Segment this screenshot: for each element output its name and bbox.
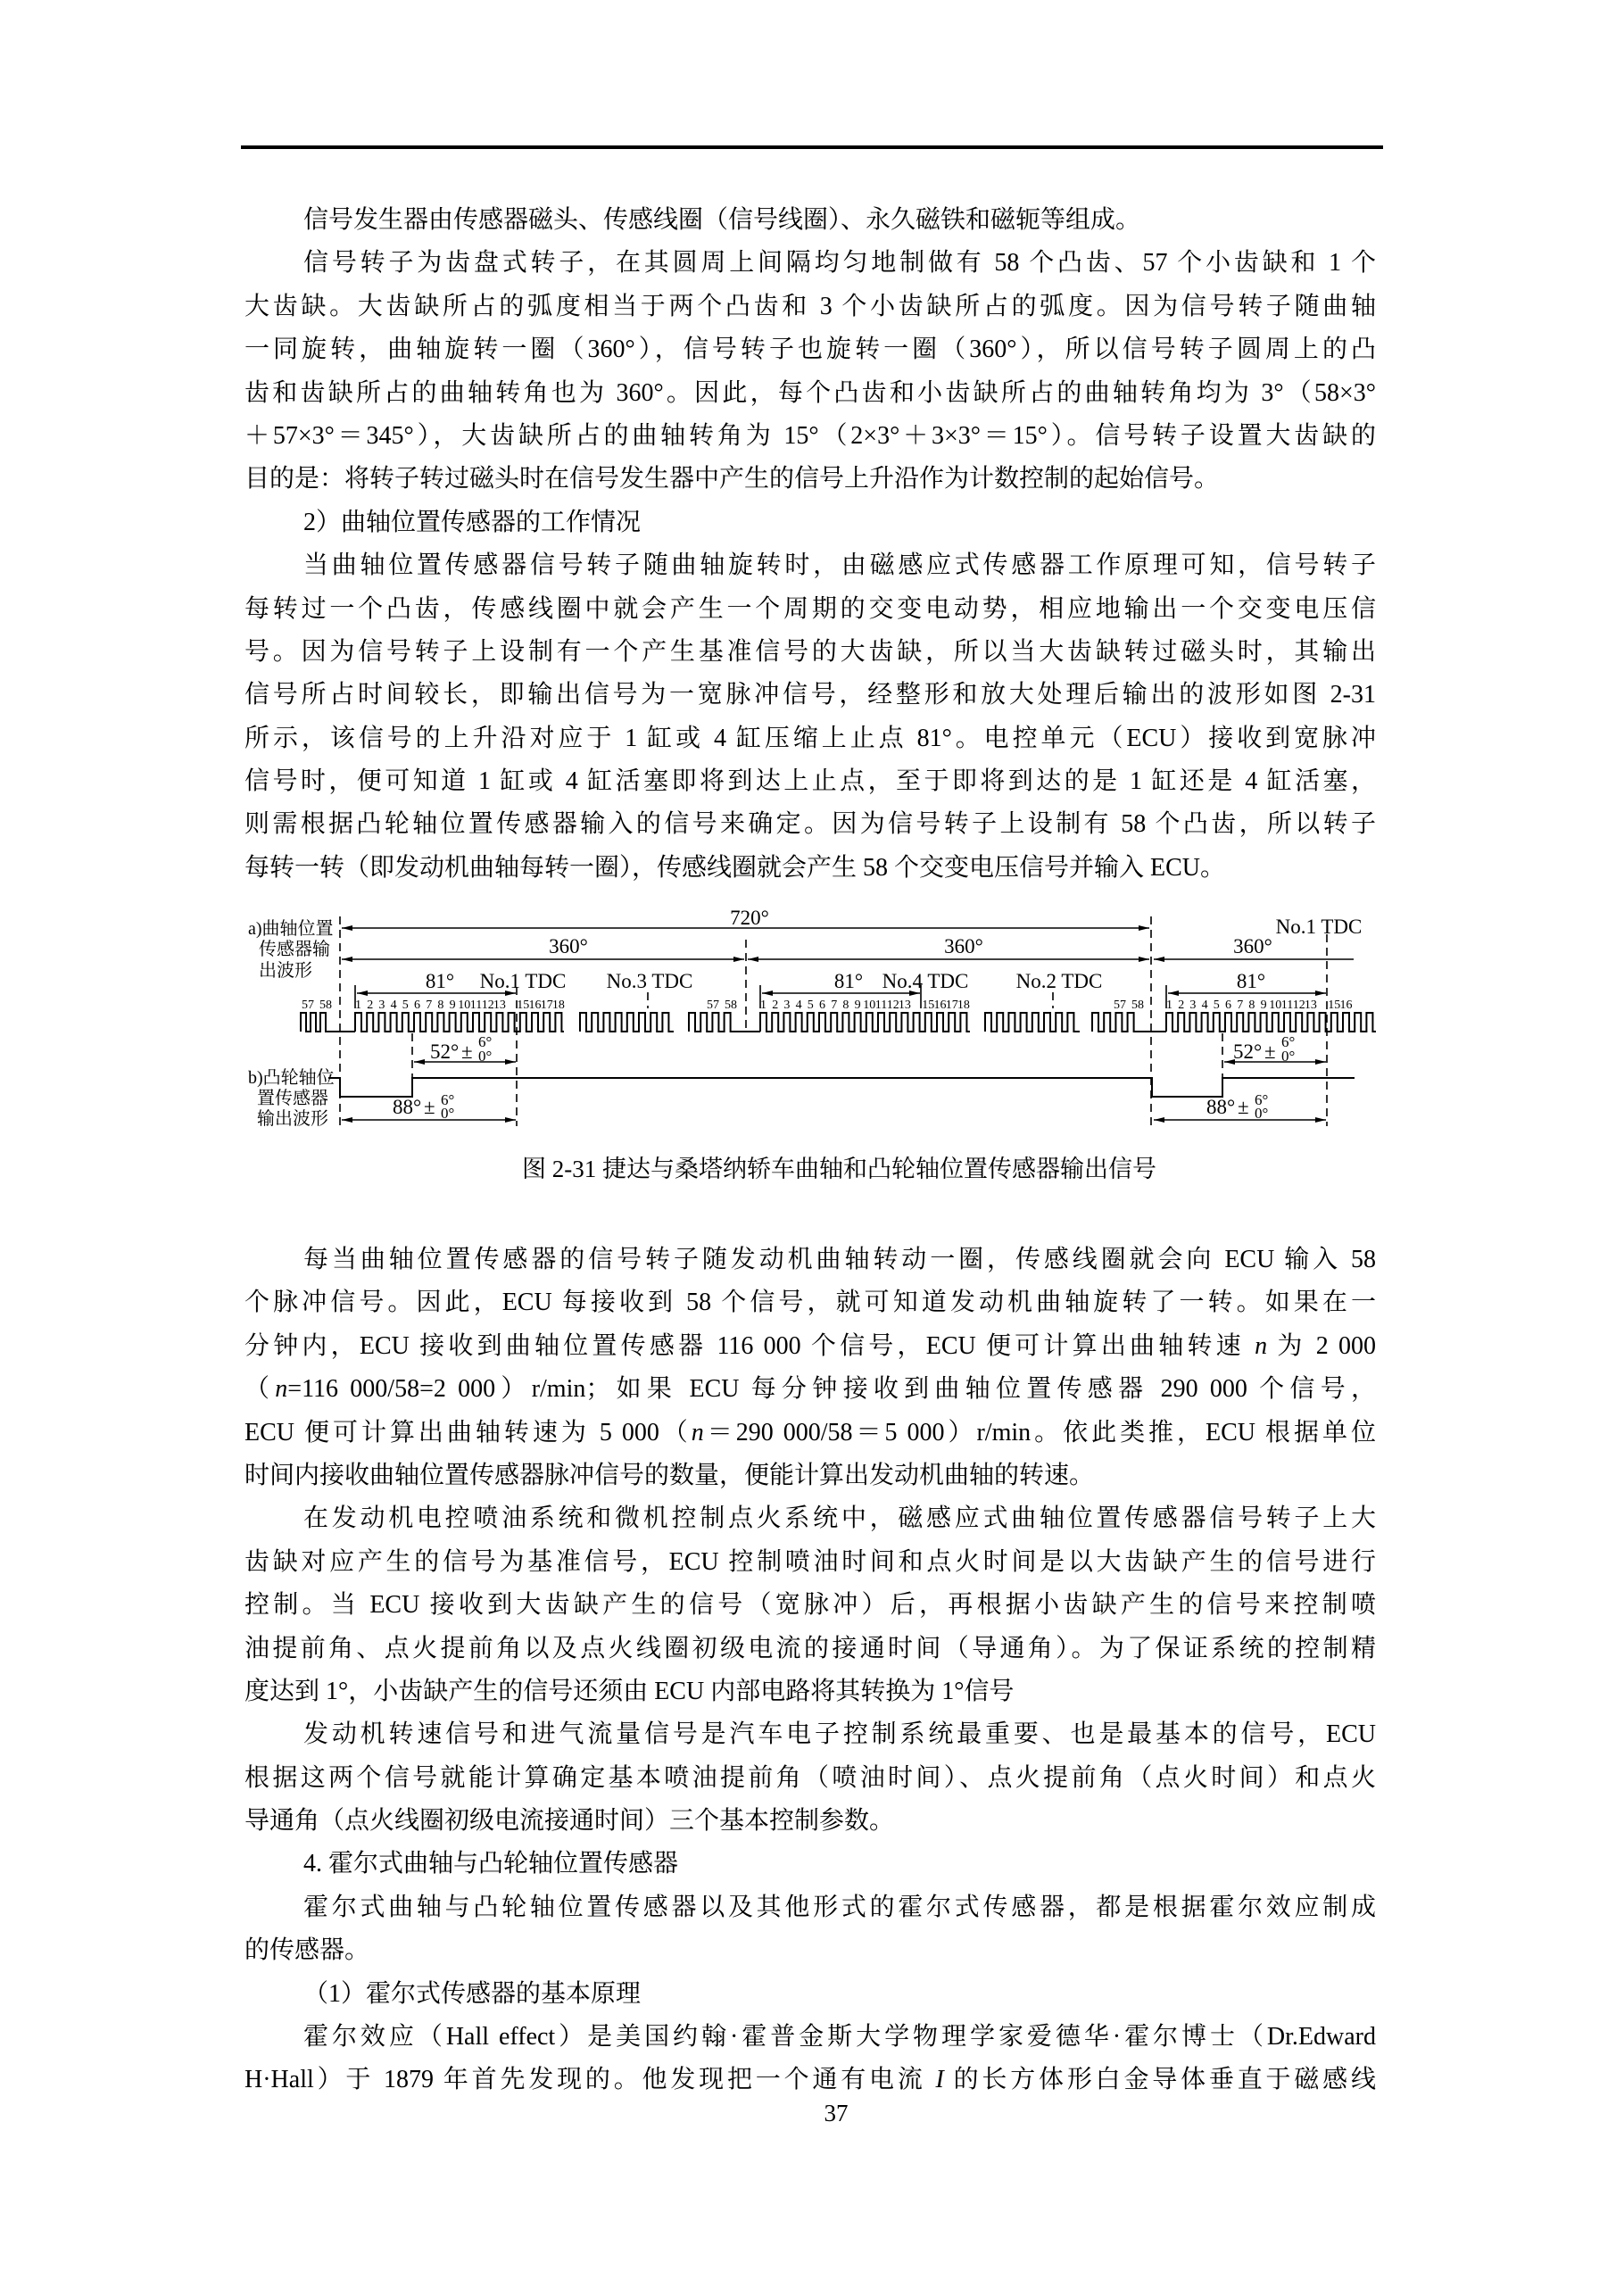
tooth-number: 7 <box>426 999 433 1012</box>
text-run: 分钟内，ECU 接收到曲轴位置传感器 116 000 个信号，ECU 便可计算出曲轴转速 <box>244 1331 1255 1360</box>
tooth-number: 15 <box>517 999 530 1012</box>
text-line: 在发动机电控喷油系统和微机控制点火系统中，磁感应式曲轴位置传感器信号转子上大 <box>303 1504 1376 1533</box>
tooth-number: 6 <box>819 999 825 1012</box>
cam-waveform <box>328 1078 1355 1097</box>
text-run: （ <box>244 1375 276 1404</box>
span-360-label: 360° <box>944 935 983 957</box>
text-run: ECU 便可计算出曲轴转速为 5 000（ <box>244 1418 692 1446</box>
tooth-number: 13 <box>1304 999 1317 1012</box>
tooth-number: 16 <box>933 999 947 1012</box>
tooth-number: 57 <box>707 999 719 1012</box>
tdc-label-no2: No.2 TDC <box>1015 970 1103 992</box>
tooth-number: 13 <box>898 999 911 1012</box>
text-line: 时间内接收曲轴位置传感器脉冲信号的数量，便能计算出发动机曲轴的转速。 <box>244 1461 1095 1489</box>
text-line: 每转过一个凸齿，传感线圈中就会产生一个周期的交变电动势，相应地输出一个交变电压信 <box>244 594 1376 623</box>
text-line: ＋57×3°＝345°），大齿缺所占的曲轴转角为 15°（2×3°＋3×3°＝15°）。信号转子设置大齿缺的 <box>244 421 1376 450</box>
paragraph <box>244 544 1376 890</box>
tooth-number: 5 <box>1213 999 1220 1012</box>
text-line: 信号时，便可知道 1 缸或 4 缸活塞即将到达上止点，至于即将到达的是 1 缸还是 4 缸活塞， <box>244 767 1376 796</box>
text-line <box>244 1368 1376 1411</box>
text-line <box>244 1412 1376 1455</box>
text-line: 信号转子为齿盘式转子，在其圆周上间隔均匀地制做有 58 个凸齿、57 个小齿缺和 1 个 <box>303 249 1376 278</box>
cam-window-tol-plus: 6° <box>478 1033 493 1050</box>
tooth-number: 4 <box>795 999 802 1012</box>
text-run: ＝290 000/58＝5 000）r/min。依此类推，ECU 根据单位 <box>703 1418 1376 1446</box>
tooth-number: 8 <box>437 999 444 1012</box>
cam-window-tol-plus: 6° <box>1281 1033 1296 1050</box>
tdc-label-no4: No.4 TDC <box>882 970 969 992</box>
text-line: 油提前角、点火提前角以及点火线圈初级电流的接通时间（导通角）。为了保证系统的控制精 <box>244 1634 1376 1662</box>
crank-waveform-segment <box>1092 1013 1166 1032</box>
crank-waveform-segment <box>1166 1013 1376 1032</box>
arrowhead-icon <box>1315 991 1326 996</box>
text-line: 则需根据凸轮轴位置传感器输入的信号来确定。因为信号转子上设制有 58 个凸齿，所以转子 <box>244 810 1376 839</box>
arrowhead-icon <box>357 991 368 996</box>
text-line: 齿和齿缺所占的曲轴转角也为 360°。因此，每个凸齿和小齿缺所占的曲轴转角均为 3°（58×3° <box>244 378 1376 407</box>
text-line <box>244 1325 1376 1368</box>
paragraph <box>244 199 1376 242</box>
arrowhead-icon <box>1315 1059 1326 1065</box>
tooth-number: 6 <box>414 999 420 1012</box>
arrowhead-icon <box>1154 1117 1164 1123</box>
crank-waveform-segment <box>985 1013 1080 1032</box>
cam-low-value: 88° <box>393 1096 422 1118</box>
angle-81-label: 81° <box>425 970 455 992</box>
crank-waveform-segment <box>580 1013 674 1032</box>
crank-label-line: 传感器输 <box>259 940 330 959</box>
arrowhead-icon <box>1139 957 1149 962</box>
text-line: 齿缺对应产生的信号为基准信号，ECU 控制喷油时间和点火时间是以大齿缺产生的信号进行 <box>244 1547 1376 1576</box>
tooth-number: 12 <box>886 999 899 1012</box>
figure-2-31 <box>241 906 1392 1138</box>
section-heading <box>244 501 1376 544</box>
paragraph <box>244 1713 1376 1843</box>
cam-label-line: b)凸轮轴位 <box>248 1068 335 1088</box>
paragraph <box>244 242 1376 501</box>
tooth-number: 7 <box>1237 999 1244 1012</box>
header-rule <box>241 145 1383 149</box>
text-line: 控制。当 ECU 接收到大齿缺产生的信号（宽脉冲）后，再根据小齿缺产生的信号来控制喷 <box>244 1591 1376 1620</box>
text-line: 2）曲轴位置传感器的工作情况 <box>303 508 642 536</box>
crank-waveform-segment <box>689 1013 760 1032</box>
text-run: =116 000/58=2 000）r/min；如果 ECU 每分钟接收到曲轴位置传感器 290 000 个信号， <box>287 1375 1376 1404</box>
cam-low-tol-minus: 0° <box>441 1105 455 1122</box>
text-line: 所示，该信号的上升沿对应于 1 缸或 4 缸压缩上止点 81°。电控单元（ECU）接收到宽脉冲 <box>244 724 1376 752</box>
arrowhead-icon <box>1139 925 1149 931</box>
text-line: 信号所占时间较长，即输出信号为一宽脉冲信号，经整形和放大处理后输出的波形如图 2-31 <box>244 681 1376 709</box>
arrowhead-icon <box>342 957 352 962</box>
tdc-label-no1-next: No.1 TDC <box>1275 916 1363 938</box>
math-variable: n <box>691 1418 704 1446</box>
cam-label-line: 输出波形 <box>257 1109 328 1129</box>
paragraph <box>244 1497 1376 1713</box>
cam-window-value: 52° <box>1233 1040 1263 1063</box>
tooth-number: 4 <box>1201 999 1208 1012</box>
math-variable: n <box>1255 1331 1268 1360</box>
section-heading <box>244 1973 1376 2016</box>
tooth-number: 10 <box>458 999 471 1012</box>
tooth-number: 2 <box>367 999 374 1012</box>
tooth-number: 16 <box>528 999 542 1012</box>
tooth-number: 13 <box>493 999 506 1012</box>
text-line: 的传感器。 <box>244 1936 370 1965</box>
tooth-number: 8 <box>1248 999 1255 1012</box>
text-line: 发动机转速信号和进气流量信号是汽车电子控制系统最重要、也是最基本的信号，ECU <box>303 1720 1376 1749</box>
page-number: 37 <box>824 2100 849 2126</box>
span-360-label: 360° <box>549 935 588 957</box>
body-text-top <box>244 199 1376 890</box>
arrowhead-icon <box>733 957 744 962</box>
tooth-number: 2 <box>1178 999 1185 1012</box>
cam-window-value: 52° <box>430 1040 460 1063</box>
math-variable: I <box>935 2066 944 2094</box>
crank-waveform-segment <box>355 1013 564 1032</box>
tooth-number: 17 <box>945 999 958 1012</box>
tooth-number: 16 <box>1339 999 1353 1012</box>
tooth-number: 3 <box>783 999 791 1012</box>
arrowhead-icon <box>1315 1117 1326 1123</box>
figure-caption: 图 2-31 捷达与桑塔纳轿车曲轴和凸轮轴位置传感器输出信号 <box>522 1156 1156 1182</box>
crank-label-line: a)曲轴位置 <box>248 919 334 939</box>
body-text-bottom <box>244 1239 1376 2102</box>
cam-low-tol-plus: 6° <box>441 1091 455 1108</box>
arrowhead-icon <box>505 1059 516 1065</box>
tooth-number: 10 <box>863 999 876 1012</box>
tooth-number: 11 <box>1280 999 1294 1012</box>
arrowhead-icon <box>342 925 352 931</box>
section-heading <box>244 1843 1376 1886</box>
span-720-label: 720° <box>730 907 769 929</box>
text-line: 4. 霍尔式曲轴与凸轮轴位置传感器 <box>303 1850 679 1878</box>
tooth-number: 9 <box>854 999 861 1012</box>
text-line: 根据这两个信号就能计算确定基本喷油提前角（喷油时间）、点火提前角（点火时间）和点火 <box>244 1763 1376 1792</box>
arrowhead-icon <box>1154 957 1164 962</box>
tooth-number: 12 <box>481 999 494 1012</box>
tooth-number: 57 <box>302 999 314 1012</box>
text-line: 信号发生器由传感器磁头、传感线圈（信号线圈）、永久磁铁和磁轭等组成。 <box>303 206 1141 234</box>
text-line: 一同旋转，曲轴旋转一圈（360°），信号转子也旋转一圈（360°），所以信号转子圆周上的凸 <box>244 336 1376 364</box>
tooth-number: 2 <box>772 999 779 1012</box>
tooth-number: 3 <box>1189 999 1197 1012</box>
text-run: H·Hall）于 1879 年首先发现的。他发现把一个通有电流 <box>244 2066 936 2094</box>
text-line: 导通角（点火线圈初级电流接通时间）三个基本控制参数。 <box>244 1807 895 1836</box>
cam-low-pm: ± <box>1238 1096 1249 1118</box>
paragraph <box>244 1239 1376 1497</box>
crank-waveform-segment <box>760 1013 970 1032</box>
tooth-number: 4 <box>390 999 397 1012</box>
tooth-number: 5 <box>402 999 409 1012</box>
cam-window-tol-minus: 0° <box>478 1048 493 1065</box>
text-line: 大齿缺。大齿缺所占的弧度相当于两个凸齿和 3 个小齿缺所占的弧度。因为信号转子随曲轴 <box>244 292 1376 320</box>
tooth-number: 12 <box>1292 999 1305 1012</box>
text-line: 号。因为信号转子上设制有一个产生基准信号的大齿缺，所以当大齿缺转过磁头时，其输出 <box>244 637 1376 666</box>
angle-81-label: 81° <box>1236 970 1266 992</box>
cam-low-value: 88° <box>1206 1096 1236 1118</box>
text-line: 每转一转（即发动机曲轴每转一圈），传感线圈就会产生 58 个交变电压信号并输入 ECU。 <box>244 853 1226 882</box>
cam-window-pm: ± <box>461 1040 473 1063</box>
tooth-number: 1 <box>355 999 361 1012</box>
tdc-label-no3: No.3 TDC <box>606 970 693 992</box>
text-line: 每当曲轴位置传感器的信号转子随发动机曲轴转动一圈，传感线圈就会向 ECU 输入 58 <box>303 1246 1376 1273</box>
cam-low-tol-minus: 0° <box>1255 1105 1269 1122</box>
tooth-number: 6 <box>1225 999 1231 1012</box>
arrowhead-icon <box>342 1117 352 1123</box>
text-line: 度达到 1°，小齿缺产生的信号还须由 ECU 内部电路将其转换为 1°信号 <box>244 1677 1015 1705</box>
cam-window-tol-minus: 0° <box>1281 1048 1296 1065</box>
tooth-number: 10 <box>1269 999 1282 1012</box>
text-line: 霍尔式曲轴与凸轮轴位置传感器以及其他形式的霍尔式传感器，都是根据霍尔效应制成 <box>303 1893 1376 1921</box>
tooth-number: 57 <box>1114 999 1126 1012</box>
tooth-number: 3 <box>378 999 385 1012</box>
arrowhead-icon <box>505 1117 516 1123</box>
text-line: 霍尔效应（Hall effect）是美国约翰·霍普金斯大学物理学家爱德华·霍尔博士（Dr.Edward <box>303 2023 1376 2051</box>
tdc-label-no1: No.1 TDC <box>479 970 567 992</box>
arrowhead-icon <box>1168 991 1179 996</box>
arrowhead-icon <box>762 991 773 996</box>
paragraph <box>244 2016 1376 2102</box>
tooth-number: 9 <box>1260 999 1267 1012</box>
tooth-number: 11 <box>469 999 483 1012</box>
tooth-number: 11 <box>874 999 888 1012</box>
cam-label-line: 置传感器 <box>257 1089 328 1108</box>
span-360-label: 360° <box>1233 935 1272 957</box>
tooth-number: 1 <box>1166 999 1172 1012</box>
cam-low-tol-plus: 6° <box>1255 1091 1269 1108</box>
text-line <box>244 2059 1376 2101</box>
tooth-number: 5 <box>807 999 814 1012</box>
text-line: 目的是：将转子转过磁头时在信号发生器中产生的信号上升沿作为计数控制的起始信号。 <box>244 465 1220 493</box>
tooth-number: 15 <box>922 999 935 1012</box>
cam-low-pm: ± <box>424 1096 435 1118</box>
text-line: （1）霍尔式传感器的基本原理 <box>303 1979 642 2008</box>
cam-window-pm: ± <box>1264 1040 1276 1063</box>
text-line: 个脉冲信号。因此，ECU 每接收到 58 个信号，就可知道发动机曲轴旋转了一转。如果在一 <box>244 1289 1376 1317</box>
text-run: 的长方体形白金导体垂直于磁感线 <box>943 2066 1376 2094</box>
tooth-number: 9 <box>449 999 456 1012</box>
tooth-number: 18 <box>551 999 565 1012</box>
tooth-number: 8 <box>842 999 849 1012</box>
tooth-number: 18 <box>957 999 970 1012</box>
arrowhead-icon <box>748 957 758 962</box>
tooth-number: 58 <box>725 999 737 1012</box>
arrowhead-icon <box>414 1059 425 1065</box>
text-line: 当曲轴位置传感器信号转子随曲轴旋转时，由磁感应式传感器工作原理可知，信号转子 <box>303 551 1376 580</box>
math-variable: n <box>275 1375 288 1404</box>
paragraph <box>244 1886 1376 1973</box>
tooth-number: 15 <box>1328 999 1341 1012</box>
tooth-number: 1 <box>760 999 766 1012</box>
tooth-number: 58 <box>319 999 332 1012</box>
crank-waveform-segment <box>301 1013 355 1032</box>
crank-label-line: 出波形 <box>259 961 312 981</box>
tooth-number: 7 <box>831 999 838 1012</box>
angle-81-label: 81° <box>833 970 864 992</box>
tooth-number: 58 <box>1131 999 1144 1012</box>
tooth-number: 17 <box>540 999 553 1012</box>
diagram-geometry <box>301 916 1376 1126</box>
text-run: 为 2 000 <box>1267 1331 1376 1360</box>
waveform-diagram <box>241 906 1392 1138</box>
